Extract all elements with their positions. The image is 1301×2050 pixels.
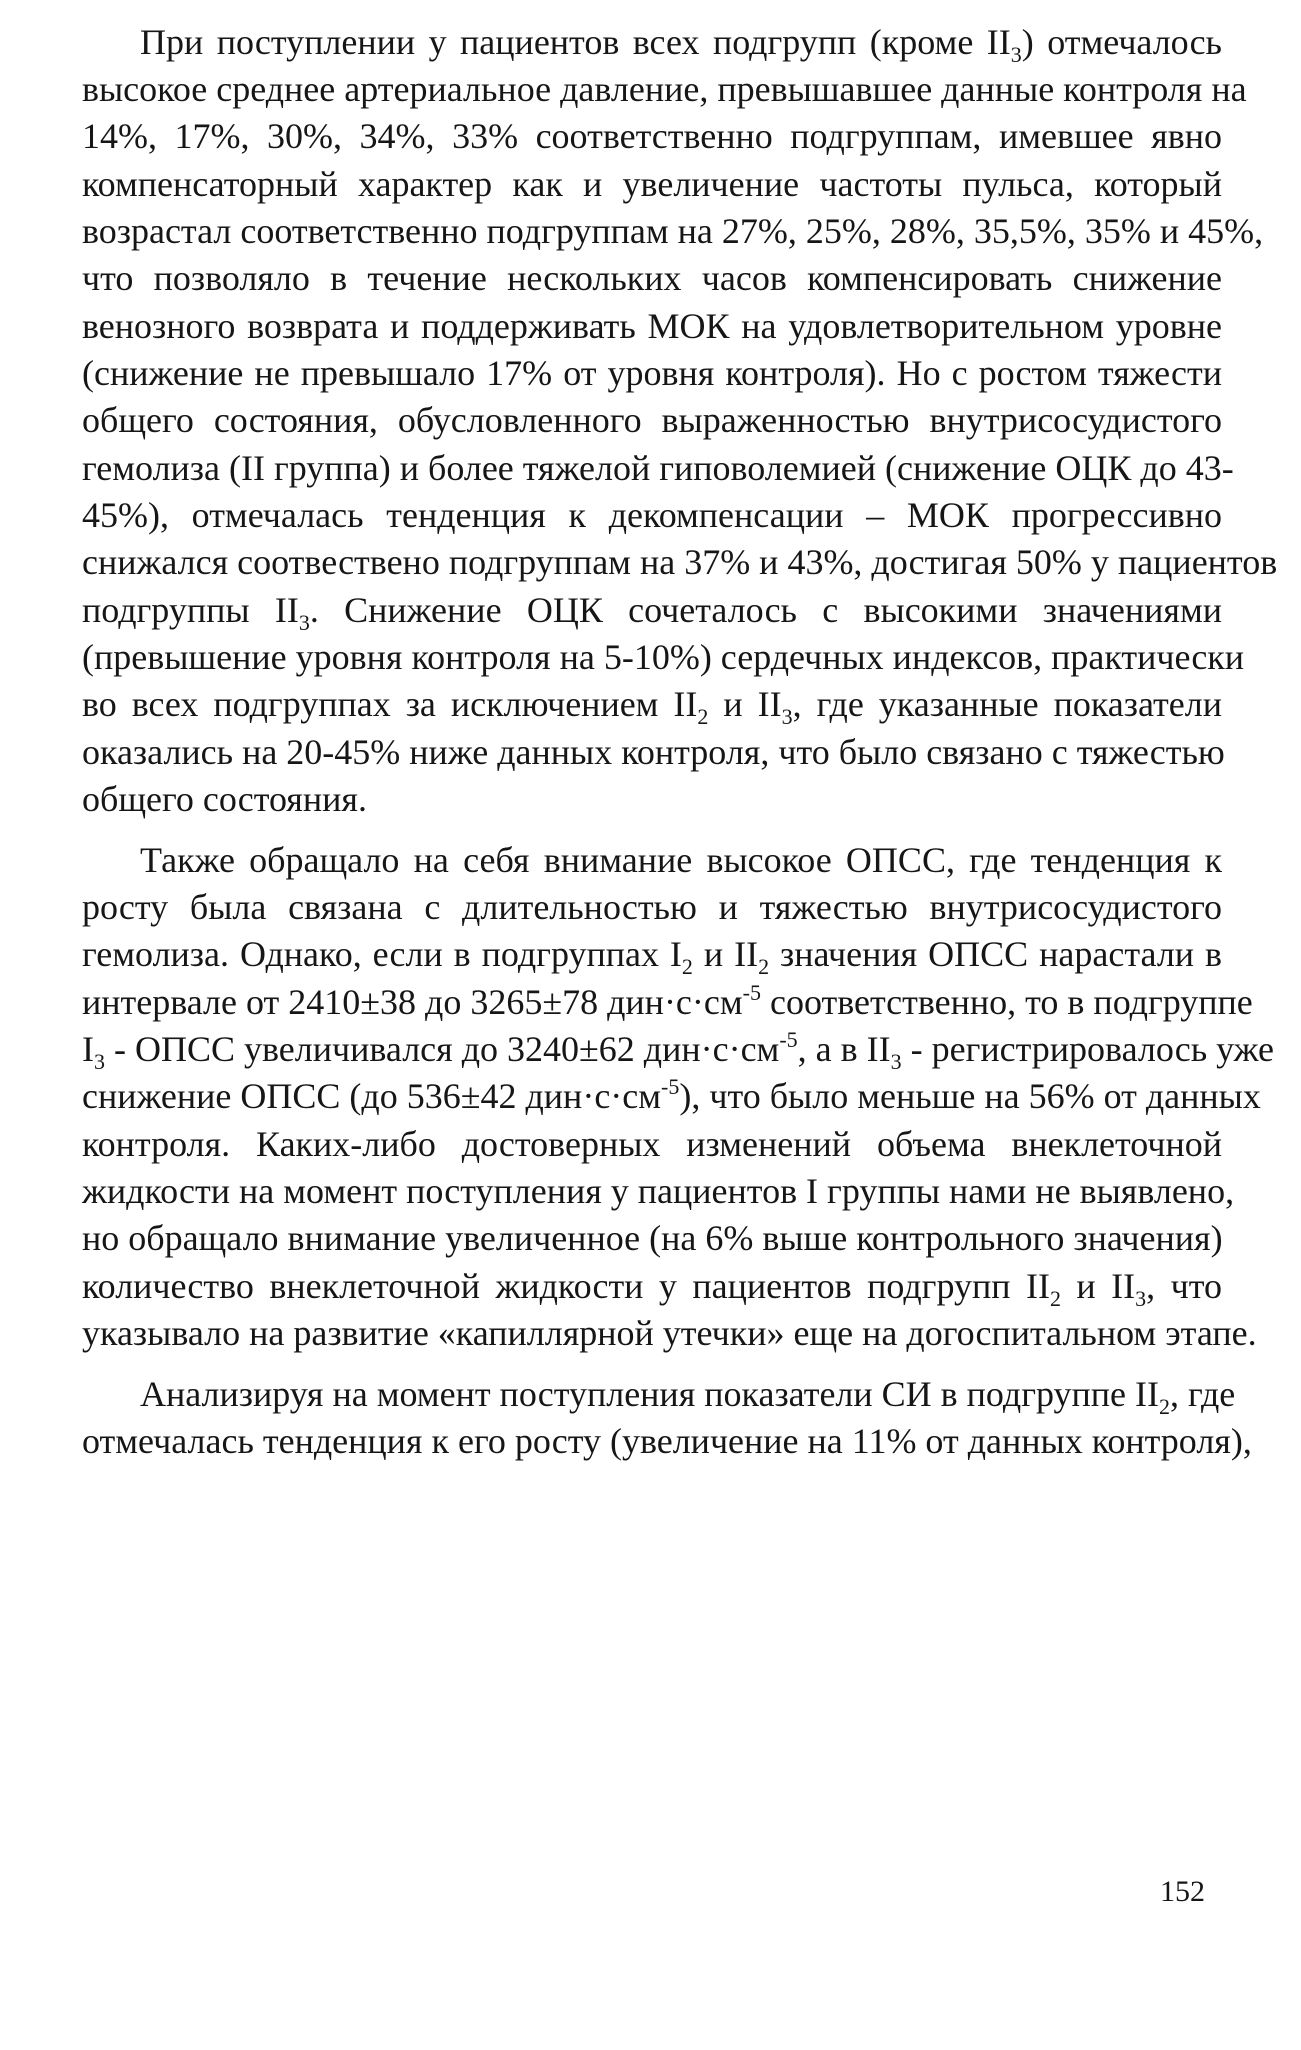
text-line: общего состояния, обусловленного выраженностью внутрисосудистого (82, 400, 1222, 440)
text-line: (снижение не превышало 17% от уровня контроля). Но с ростом тяжести (82, 353, 1222, 393)
text-line: Также обращало на себя внимание высокое ОПСС, где тенденция к (140, 840, 1222, 880)
page-number: 152 (1160, 1875, 1205, 1908)
text-line: гемолиза. Однако, если в подгруппах $I_2$ и $II_2$ значения ОПСС нарастали в (82, 934, 1222, 979)
text-line: подгруппы $II_3$. Снижение ОЦК сочеталось с высокими значениями (82, 590, 1223, 635)
text-line: $I_3$ - ОПСС увеличивался до 3240±62 $дин\cdot с\cdot см^{-5}$, а в $II_3$ - регистрировалось уже (82, 1027, 1275, 1074)
text-line: Анализируя на момент поступления показатели СИ в подгруппе $II_2$, где (140, 1374, 1236, 1419)
text-line: количество внеклеточной жидкости у пациентов подгрупп $II_2$ и $II_3$, что (82, 1266, 1222, 1311)
text-line: интервале от 2410±38 до 3265±78 $дин\cdot с\cdot см^{-5}$ соответственно, то в подгруппе (82, 980, 1253, 1022)
text-line: гемолиза (II группа) и более тяжелой гиповолемией (снижение ОЦК до 43- (82, 448, 1234, 488)
text-line: контроля. Каких-либо достоверных изменений объема внеклеточной (82, 1124, 1222, 1164)
text-line: снижение ОПСС (до 536±42 $дин\cdot с\cdot см^{-5}$), что было меньше на 56% от данных (82, 1074, 1261, 1116)
text-line: оказались на 20-45% ниже данных контроля, что было связано с тяжестью (82, 732, 1225, 772)
text-line: снижался соотвествено подгруппам на 37% и 43%, достигая 50% у пациентов (82, 542, 1278, 582)
text-line: (превышение уровня контроля на 5-10%) сердечных индексов, практически (82, 637, 1245, 677)
text-line: указывало на развитие «капиллярной утечки» еще на догоспитальном этапе. (82, 1313, 1257, 1353)
text-line: 14%, 17%, 30%, 34%, 33% соответственно подгруппам, имевшее явно (82, 116, 1222, 156)
text-line: росту была связана с длительностью и тяжестью внутрисосудистого (82, 887, 1222, 927)
text-line: При поступлении у пациентов всех подгрупп (кроме $II_3$) отмечалось (140, 22, 1222, 67)
text-line: но обращало внимание увеличенное (на 6% выше контрольного значения) (82, 1218, 1223, 1258)
text-line: во всех подгруппах за исключением $II_2$ и $II_3$, где указанные показатели (82, 684, 1222, 729)
text-line: отмечалась тенденция к его росту (увеличение на 11% от данных контроля), (82, 1421, 1252, 1461)
text-line: жидкости на момент поступления у пациентов I группы нами не выявлено, (82, 1171, 1235, 1211)
text-line: возрастал соответственно подгруппам на 27%, 25%, 28%, 35,5%, 35% и 45%, (82, 211, 1264, 251)
text-line: высокое среднее артериальное давление, превышавшее данные контроля на (82, 69, 1247, 109)
text-line: венозного возврата и поддерживать МОК на удовлетворительном уровне (82, 306, 1222, 346)
text-line: общего состояния. (82, 779, 367, 819)
text-line: 45%), отмечалась тенденция к декомпенсации – МОК прогрессивно (82, 495, 1222, 535)
text-line: что позволяло в течение нескольких часов компенсировать снижение (82, 258, 1222, 298)
text-line: компенсаторный характер как и увеличение частоты пульса, который (82, 164, 1222, 204)
